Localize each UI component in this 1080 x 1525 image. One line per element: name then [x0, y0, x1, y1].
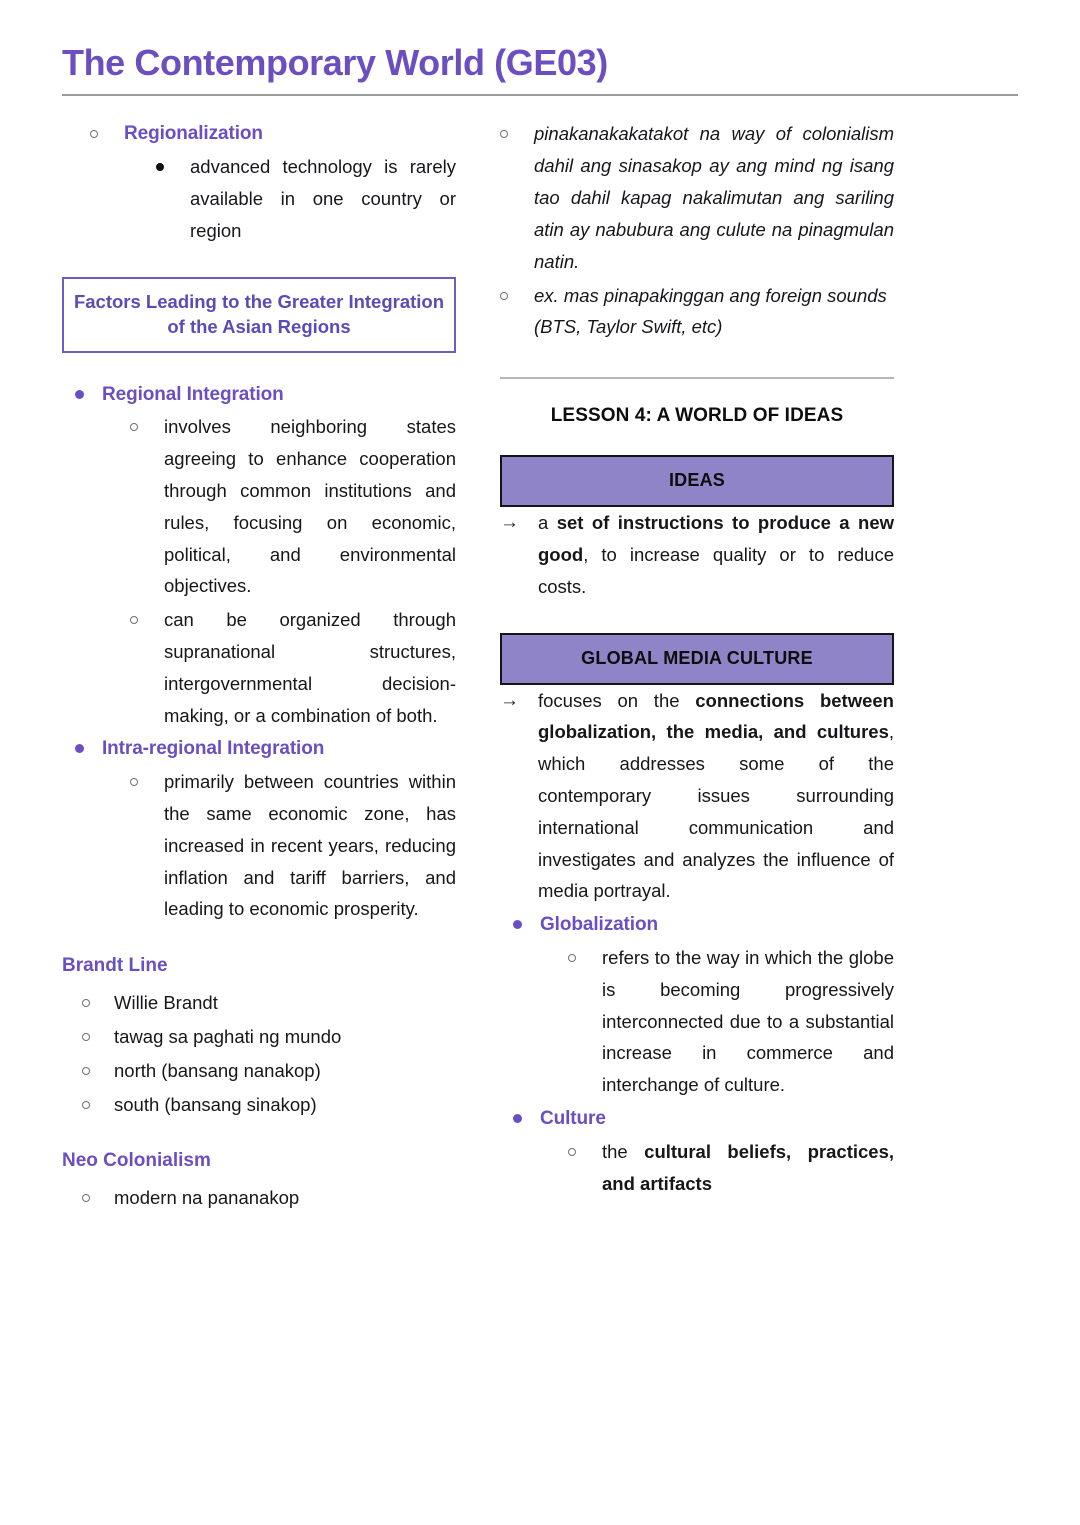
regional-integration-list [62, 379, 456, 732]
circle-bullet-icon [568, 1148, 576, 1156]
intra-regional-integration-list [62, 733, 456, 925]
page-title: The Contemporary World (GE03) [62, 42, 608, 83]
circle-bullet-icon [500, 292, 508, 300]
circle-bullet-icon [130, 423, 138, 431]
brandt-line-list [62, 987, 456, 1120]
neo-colonialism-item-1: modern na pananakop [114, 1187, 300, 1209]
neo-colonialism-list [62, 1182, 456, 1214]
list-item [124, 151, 456, 246]
tagalog-note-1: pinakanakakatakot na way of colonialism dahil ang sinasakop ay ang mind ng isang tao dahil kapag nakalimutan ang sariling atin ay nabubura ang culute na pinagmulan natin. [534, 123, 894, 272]
brandt-item-4: south (bansang sinakop) [114, 1093, 317, 1115]
disc-bullet-icon [156, 163, 164, 171]
list-item [62, 733, 456, 925]
circle-bullet-icon [82, 1101, 90, 1109]
list-item [102, 604, 456, 731]
circle-bullet-icon [500, 130, 508, 138]
circle-bullet-icon [82, 1033, 90, 1041]
list-item [472, 118, 894, 277]
list-item [62, 987, 456, 1019]
intra-regional-sublist [102, 766, 456, 925]
culture-text-pre: the [602, 1140, 645, 1162]
globalization-point-1: refers to the way in which the globe is becoming progressively interconnected due to a substantial increase in commerce and interchange of culture. [602, 946, 894, 1096]
brandt-line-heading: Brandt Line [62, 955, 168, 977]
brandt-item-1: Willie Brandt [114, 992, 218, 1014]
circle-bullet-icon [568, 954, 576, 962]
disc-bullet-icon [75, 390, 84, 399]
list-item [62, 1055, 456, 1087]
list-item [62, 118, 456, 246]
intra-regional-point-1: primarily between countries within the same economic zone, has increased in recent years, reducing inflation and tariff barriers, and leading to economic prosperity. [164, 771, 456, 920]
globalization-list [500, 909, 894, 1101]
intra-regional-integration-label: Intra-regional Integration [102, 738, 325, 760]
ideas-definition-list [500, 507, 894, 602]
regionalization-label: Regionalization [124, 123, 263, 145]
culture-sublist [540, 1136, 894, 1200]
list-item [62, 1182, 456, 1214]
ideas-text-bold: set of instructions to produce a new good [538, 512, 894, 565]
disc-bullet-icon [75, 744, 84, 753]
culture-label: Culture [540, 1108, 606, 1130]
lesson-heading: LESSON 4: A WORLD OF IDEAS [550, 405, 844, 427]
arrow-right-icon: → [500, 689, 519, 711]
regionalization-sublist [124, 151, 456, 246]
list-item [540, 1136, 894, 1200]
tagalog-note-2: ex. mas pinapakinggan ang foreign sounds (BTS, Taylor Swift, etc) [534, 284, 887, 338]
list-item [102, 411, 456, 602]
circle-bullet-icon [82, 1194, 90, 1202]
globalization-sublist [540, 942, 894, 1101]
circle-bullet-icon [90, 130, 98, 138]
ideas-definition [538, 507, 894, 602]
list-item [500, 507, 894, 602]
arrow-right-icon: → [500, 512, 519, 534]
regional-integration-point-1: involves neighboring states agreeing to enhance cooperation through common institutions and rules, focusing on economic, political, and environmental objectives. [164, 416, 456, 597]
ideas-text-post: , to increase quality or to reduce costs. [538, 543, 894, 597]
two-column-body [62, 118, 1018, 1216]
global-media-culture-banner [500, 633, 894, 685]
list-item [540, 942, 894, 1101]
culture-text-bold: cultural beliefs, practices, and artifacts [602, 1140, 895, 1194]
gmc-text-post: , which addresses some of the contemporary issues surrounding international communication and investigates and analyzes the influence of media portrayal. [538, 721, 894, 902]
right-column [500, 118, 894, 1201]
circle-bullet-icon [130, 778, 138, 786]
gmc-text-bold: connections between globalization, the media, and cultures [538, 689, 894, 743]
circle-bullet-icon [82, 999, 90, 1007]
gmc-text-pre: focuses on the [538, 689, 696, 711]
disc-bullet-icon [513, 920, 522, 929]
section-divider [500, 377, 894, 379]
culture-list [500, 1103, 894, 1199]
left-column [62, 118, 456, 1216]
title-divider [62, 94, 1018, 96]
culture-definition [602, 1136, 894, 1200]
list-item [500, 1103, 894, 1199]
regionalization-sub-text: advanced technology is rarely available in one country or region [190, 156, 456, 241]
globalization-label: Globalization [540, 914, 658, 936]
brandt-item-2: tawag sa paghati ng mundo [114, 1025, 342, 1047]
regionalization-list [62, 118, 456, 246]
ideas-banner [500, 455, 894, 507]
list-item [62, 379, 456, 732]
list-item [500, 909, 894, 1101]
list-item [62, 1089, 456, 1121]
ideas-banner-label: IDEAS [668, 470, 725, 491]
global-media-culture-definition-list [500, 685, 894, 908]
brandt-item-3: north (bansang nanakop) [114, 1059, 321, 1081]
list-item [500, 685, 894, 908]
factors-callout-line1: Factors Leading to the Greater Integration [73, 290, 445, 312]
list-item [62, 1021, 456, 1053]
global-media-culture-banner-label: GLOBAL MEDIA CULTURE [581, 647, 813, 668]
list-item [102, 766, 456, 925]
global-media-culture-definition [538, 685, 894, 908]
ideas-text-pre: a [538, 512, 557, 534]
regional-integration-point-2: can be organized through supranational structures, intergovernmental decision-making, or a combination of both. [164, 609, 456, 726]
circle-bullet-icon [130, 616, 138, 624]
factors-callout-box [62, 277, 456, 353]
factors-callout-line2: of the Asian Regions [167, 316, 351, 338]
disc-bullet-icon [513, 1114, 522, 1123]
circle-bullet-icon [82, 1067, 90, 1075]
tagalog-notes-list [472, 118, 894, 343]
regional-integration-sublist [102, 411, 456, 731]
list-item [472, 280, 894, 344]
regional-integration-label: Regional Integration [102, 383, 284, 405]
neo-colonialism-heading: Neo Colonialism [62, 1150, 211, 1172]
